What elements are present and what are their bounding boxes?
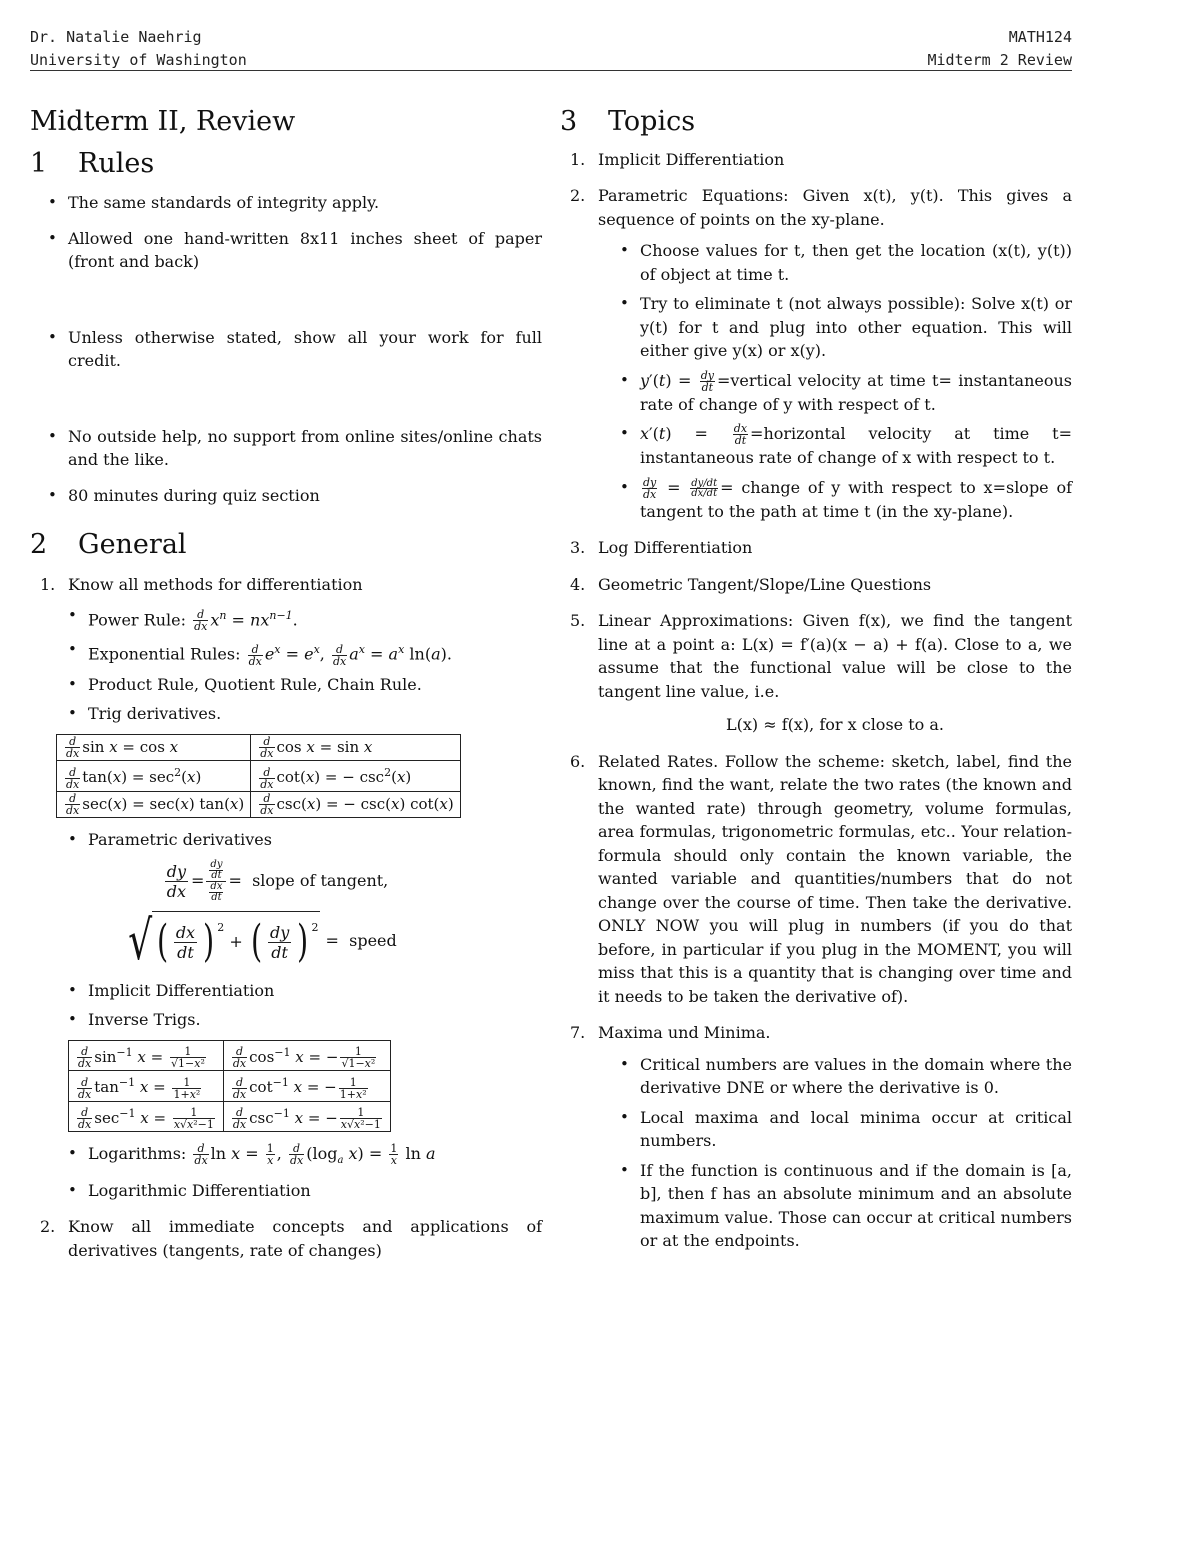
parametric-list (598, 239, 1072, 523)
author-name: Dr. Natalie Naehrig (30, 28, 202, 46)
header-right (928, 26, 1073, 72)
list-item: 1. Implicit Differentiation (570, 149, 785, 169)
section-title: Rules (78, 147, 155, 179)
list-item: • Allowed one hand-written 8x11 inches sheet of paper (front and back) (30, 227, 542, 274)
list-item: • No outside help, no support from online sites/online chats and the like. (30, 425, 542, 472)
section-heading-general (30, 529, 542, 560)
section-heading-topics (560, 106, 1072, 137)
left-column (30, 106, 542, 1275)
list-item: 3. Log Differentiation (570, 538, 753, 557)
document-name: Midterm 2 Review (927, 51, 1072, 69)
parametric-derivatives: • Parametric derivatives dy dx = $\frac{\frac{dy}{dt}}{\frac{dx}{dt}}$ = slope of tangent, √ ( dx dt ) $^2$ + ( dy dt ) $^2$ = speed (46, 828, 542, 971)
list-item: • If the function is continuous and if the domain is [a, b], then f has an absolute minimum and an absolute maximum value. Those can occur at critical numbers or at the endpoints. (598, 1159, 1072, 1253)
methods-list (46, 604, 542, 1202)
course-code: MATH124 (1008, 28, 1072, 46)
list-item: • Unless otherwise stated, show all your work for full credit. (30, 326, 542, 373)
section-title: General (78, 529, 187, 560)
general-list (30, 573, 542, 1263)
institution: University of Washington (30, 51, 247, 69)
list-item: • Choose values for t, then get the location (x(t), y(t)) of object at time t. (598, 239, 1072, 286)
implicit-item: • Implicit Differentiation (46, 979, 542, 1003)
product-quotient-chain: • Product Rule, Quotient Rule, Chain Rule. (46, 673, 542, 697)
trig-derivatives: • Trig derivatives. $\frac{d}{dx}$ sin x = cos x $\frac{d}{dx}$ cos x = sin x $\frac{d}{dx}$ $\tan(x) = \sec^2(x)$ $\frac{d}{dx}$ cot(x) = − $\csc^2(x)$ $\frac{d}{dx}$ sec(x) = sec(x) tan(x) $\frac{d}{dx}$ csc(x) = − csc(x) cot(x) (46, 702, 542, 818)
topics-list (560, 148, 1072, 1253)
list-item: • Local maxima and local minima occur at critical numbers. (598, 1106, 1072, 1153)
linear-approx-equation: L(x) ≈ f(x), for x close to a. (726, 715, 944, 734)
trig-table: $\frac{d}{dx}$ sin x = cos x $\frac{d}{dx}$ cos x = sin x $\frac{d}{dx}$ $\tan(x) = \sec^2(x)$ $\frac{d}{dx}$ cot(x) = − $\csc^2(x)$ $\frac{d}{dx}$ sec(x) = sec(x) tan(x) $\frac{d}{dx}$ csc(x) = − csc(x) cot(x) (56, 734, 461, 819)
section-number: 1 (30, 147, 48, 179)
list-item: 7. Maxima und Minima. • Critical numbers are values in the domain where the derivative DNE or where the derivative is 0. • Local maxima and local minima occur at critical numbers. • If the function is continuous and if the domain is [a, b], then f has an absolute minimum and an absolute maximum value. Those can occur at critical numbers or at the endpoints. (560, 1021, 1072, 1253)
list-item: 4. Geometric Tangent/Slope/Line Questions (570, 574, 932, 594)
slope-equation: dy dx = $\frac{\frac{dy}{dt}}{\frac{dx}{dt}}$ = slope of tangent, (166, 858, 389, 903)
section-title: Topics (608, 106, 696, 137)
list-item: • y′(t) = $\frac{dy}{dt}$ =vertical velocity at time t= instantaneous rate of change of y with respect of t. (598, 369, 1072, 417)
list-item: • The same standards of integrity apply. (30, 191, 542, 215)
logarithms: • Logarithms: $\frac{d}{dx}$ ln x = $\frac{1}{x}$ , $\frac{d}{dx}$ ($\log_a$ x) = $\frac{1}{x}$ ln a (46, 1142, 542, 1173)
list-item: • Try to eliminate t (not always possible): Solve x(t) or y(t) for t and plug into other equation. This will either give y(x) or x(y). (598, 292, 1072, 363)
page-title: Midterm II, Review (30, 106, 296, 137)
section-heading-rules (30, 147, 542, 179)
list-item: 2. Parametric Equations: Given x(t), y(t). This gives a sequence of points on the xy-plane. • Choose values for t, then get the location (x(t), y(t)) of object at time t. • Try to eliminate t (not always possible): Solve x(t) or y(t) for t and plug into other equation. This will either give y(x) or x(y). • y′(t) = $\frac{dy}{dt}$ =vertical velocity at time t= instantaneous rate of change of y with respect of t. • x′(t) = $\frac{dx}{dt}$ =horizontal velocity at time t= instantaneous rate of change of x with respect to t. • $\frac{dy}{dx}$ = $\frac{dy/dt}{dx/dt}$ = change of y with respect to x=slope of tangent to the path at time t (in the xy-plane). (560, 184, 1072, 523)
right-column (560, 106, 1073, 1266)
list-item: 2. Know all immediate concepts and applications of derivatives (tangents, rate of changes) (40, 1217, 542, 1260)
list-item: • x′(t) = $\frac{dx}{dt}$ =horizontal velocity at time t= instantaneous rate of change of x with respect to t. (598, 422, 1072, 470)
list-item: • $\frac{dy}{dx}$ = $\frac{dy/dt}{dx/dt}$ = change of y with respect to x=slope of tangent to the path at time t (in the xy-plane). (598, 476, 1072, 524)
header-left (30, 26, 247, 72)
list-item: • Critical numbers are values in the domain where the derivative DNE or where the derivative is 0. (598, 1053, 1072, 1100)
list-item-text: Know all methods for differentiation (68, 574, 363, 594)
exponential-rules: • Exponential Rules: $\frac{d}{dx}$ $e^x = e^x$, $\frac{d}{dx}$ $a^x = a^x$ ln(a). (46, 638, 542, 666)
list-item: • 80 minutes during quiz section (30, 484, 542, 508)
section-number: 2 (30, 529, 48, 560)
rules-list (30, 191, 542, 507)
logarithmic-diff: • Logarithmic Differentiation (46, 1179, 542, 1203)
speed-equation: √ ( dx dt ) $^2$ + ( dy dt ) $^2$ = speed (128, 908, 397, 972)
inverse-trigs: • Inverse Trigs. $\frac{d}{dx}$ $\sin^{-1} x$ = $\frac{1}{\text{√1−x²}}$ $\frac{d}{dx}$ $\cos^{-1} x$ = − $\frac{1}{\text{√1−x²}}$ $\frac{d}{dx}$ $\tan^{-1} x$ = $\frac{1}{\text{1+x²}}$ $\frac{d}{dx}$ $\cot^{-1} x$ = − $\frac{1}{\text{1+x²}}$ $\frac{d}{dx}$ $\sec^{-1} x$ = $\frac{1}{\text{x√x²−1}}$ $\frac{d}{dx}$ $\csc^{-1} x$ = − $\frac{1}{\text{x√x²−1}}$ (46, 1008, 542, 1132)
inverse-trig-table: $\frac{d}{dx}$ $\sin^{-1} x$ = $\frac{1}{\text{√1−x²}}$ $\frac{d}{dx}$ $\cos^{-1} x$ = − $\frac{1}{\text{√1−x²}}$ $\frac{d}{dx}$ $\tan^{-1} x$ = $\frac{1}{\text{1+x²}}$ $\frac{d}{dx}$ $\cot^{-1} x$ = − $\frac{1}{\text{1+x²}}$ $\frac{d}{dx}$ $\sec^{-1} x$ = $\frac{1}{\text{x√x²−1}}$ $\frac{d}{dx}$ $\csc^{-1} x$ = − $\frac{1}{\text{x√x²−1}}$ (68, 1040, 391, 1133)
power-rule: • Power Rule: $\frac{d}{dx}$ $x^n = nx^{n-1}$. (46, 604, 542, 632)
list-item: 6. Related Rates. Follow the scheme: sketch, label, find the known, find the want, relate the two rates (the known and the wanted rate) through geometry, volume formulas, area formulas, trigonometric formulas, etc.. Your relation-formula should only contain the known variable, the wanted variable and quantities/numbers that do not change over the course of time. Then take the derivative. ONLY NOW you will plug in numbers (if you do that before, in particular if you plug in the MOMENT, you will miss that this is a quantity that is changing over time and it needs to be taken the derivative of). (570, 751, 1072, 1006)
section-number: 3 (560, 106, 578, 137)
list-item: 5. Linear Approximations: Given f(x), we find the tangent line at a point a: L(x) = f′(a)(x − a) + f(a). Close to a, we assume that the functional value will be close to the tangent line value, i.e. L(x) ≈ f(x), for x close to a. (560, 609, 1072, 737)
list-item-text: Know all immediate concepts and applications of derivatives (tangents, rate of changes) (68, 1217, 542, 1260)
list-item: 1. Know all methods for differentiation • Power Rule: $\frac{d}{dx}$ $x^n = nx^{n-1}$. • Exponential Rules: $\frac{d}{dx}$ $e^x = e^x$, $\frac{d}{dx}$ $a^x = a^x$ ln(a). • Product Rule, Quotient Rule, Chain Rule. • Trig derivatives. $\frac{d}{dx}$ sin x = cos x $\frac{d}{dx}$ cos x = sin x $\frac{d}{dx}$ $\tan(x) = \sec^2(x)$ $\frac{d}{dx}$ cot(x) = − $\csc^2(x)$ $\frac{d}{dx}$ sec(x) = sec(x) tan(x) $\frac{d}{dx}$ csc(x) = − csc(x) cot(x) • Parametric derivatives dy dx = $\frac{\frac{dy}{dt}}{\frac{dx}{dt}}$ = slope of tangent, √ ( dx dt ) $^2$ + ( dy dt ) $^2$ = speed • Implicit Differentiation • Inverse Trigs. $\frac{d}{dx}$ $\sin^{-1} x$ = $\frac{1}{\text{√1−x²}}$ $\frac{d}{dx}$ $\cos^{-1} x$ = − $\frac{1}{\text{√1−x²}}$ $\frac{d}{dx}$ $\tan^{-1} x$ = $\frac{1}{\text{1+x²}}$ $\frac{d}{dx}$ $\cot^{-1} x$ = − $\frac{1}{\text{1+x²}}$ $\frac{d}{dx}$ $\sec^{-1} x$ = $\frac{1}{\text{x√x²−1}}$ $\frac{d}{dx}$ $\csc^{-1} x$ = − $\frac{1}{\text{x√x²−1}}$ • Logarithms: $\frac{d}{dx}$ ln x = $\frac{1}{x}$ , $\frac{d}{dx}$ ($\log_a$ x) = $\frac{1}{x}$ ln a • Logarithmic Differentiation (30, 573, 542, 1203)
maxima-list (598, 1053, 1072, 1253)
header-rule (30, 70, 1072, 71)
